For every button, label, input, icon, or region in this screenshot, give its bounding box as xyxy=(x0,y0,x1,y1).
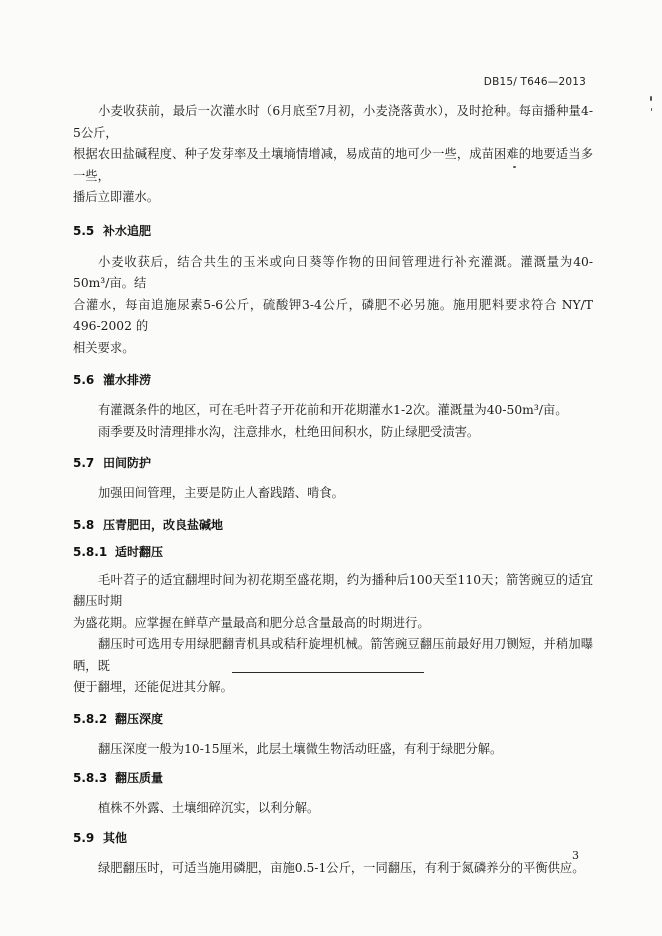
text-line: 有灌溉条件的地区，可在毛叶苕子开花前和开花期灌水1-2次。灌溉量为40-50m³/亩。 xyxy=(98,403,568,417)
text-line: 根据农田盐碱程度、种子发芽率及土壤墒情增减，易成苗的地可少一些，成苗困难的地要适当多一些， xyxy=(73,147,593,183)
paragraph xyxy=(73,858,593,880)
section-number: 5.8.2 xyxy=(73,711,108,726)
paragraph xyxy=(73,634,593,699)
paragraph xyxy=(73,400,593,422)
text-line: 加强田间管理，主要是防止人畜践踏、啃食。 xyxy=(98,486,344,500)
text-line: 播后立即灌水。 xyxy=(73,190,160,204)
text-line: 便于翻埋，还能促进其分解。 xyxy=(73,680,233,694)
section-number: 5.8.1 xyxy=(73,544,108,559)
document-code: DB15/ T646—2013 xyxy=(483,76,586,88)
section-title: 适时翻压 xyxy=(115,544,164,559)
section-number: 5.8 xyxy=(73,517,95,532)
section-title: 压青肥田，改良盐碱地 xyxy=(103,517,224,532)
paragraph xyxy=(73,422,593,444)
subsection-heading xyxy=(73,542,593,562)
text-line: 翻压时可选用专用绿肥翻青机具或秸秆旋埋机械。箭筈豌豆翻压前最好用刀铡短，并稍加曝晒，既 xyxy=(73,637,593,673)
scan-mark xyxy=(651,108,652,111)
section-heading xyxy=(73,515,593,535)
text-line: 绿肥翻压时，可适当施用磷肥，亩施0.5-1公斤，一同翻压，有利于氮磷养分的平衡供应。 xyxy=(98,860,585,875)
section-heading xyxy=(73,221,593,241)
text-line: 小麦收获后，结合共生的玉米或向日葵等作物的田间管理进行补充灌溉。灌溉量为40-50m³/亩。结 xyxy=(73,254,593,290)
text-line: 为盛花期。应掌握在鲜草产量最高和肥分总含量最高的时期进行。 xyxy=(73,615,430,630)
text-line: 相关要求。 xyxy=(73,340,135,355)
scan-mark xyxy=(513,166,516,168)
section-title: 翻压质量 xyxy=(115,771,164,785)
text-line: 翻压深度一般为10-15厘米，此层土壤微生物活动旺盛，有利于绿肥分解。 xyxy=(98,741,503,756)
paragraph xyxy=(73,739,593,761)
section-heading xyxy=(73,370,593,390)
paragraph xyxy=(73,798,593,820)
subsection-heading xyxy=(73,768,593,788)
page-number: 3 xyxy=(572,849,579,862)
section-number: 5.7 xyxy=(73,456,95,470)
text-line: 毛叶苕子的适宜翻埋时间为初花期至盛花期，约为播种后100天至110天；箭筈豌豆的适宜翻压时期 xyxy=(73,572,593,608)
text-line: 雨季要及时清理排水沟，注意排水，杜绝田间积水，防止绿肥受渍害。 xyxy=(98,424,480,439)
section-heading xyxy=(73,453,593,473)
end-rule xyxy=(232,672,424,673)
section-number: 5.5 xyxy=(73,223,95,238)
paragraph xyxy=(73,252,593,360)
paragraph xyxy=(73,101,593,209)
section-heading xyxy=(73,828,593,848)
section-title: 其他 xyxy=(103,830,128,845)
subsection-heading xyxy=(73,709,593,729)
paragraph xyxy=(73,483,593,505)
text-line: 小麦收获前，最后一次灌水时（6月底至7月初，小麦浇落黄水），及时抢种。每亩播种量4-5公斤， xyxy=(73,104,593,140)
scan-mark xyxy=(650,96,652,101)
section-title: 田间防护 xyxy=(103,456,152,470)
section-title: 翻压深度 xyxy=(115,711,164,726)
section-title: 补水追肥 xyxy=(103,223,152,238)
section-number: 5.6 xyxy=(73,373,95,387)
paragraph xyxy=(73,570,593,635)
text-line: 植株不外露、土壤细碎沉实，以利分解。 xyxy=(98,801,320,815)
section-number: 5.9 xyxy=(73,830,95,845)
section-title: 灌水排涝 xyxy=(103,373,152,387)
document-body xyxy=(73,101,593,879)
section-number: 5.8.3 xyxy=(73,771,108,785)
text-line: 合灌水，每亩追施尿素5-6公斤，硫酸钾3-4公斤，磷肥不必另施。施用肥料要求符合 NY/T 496-2002 的 xyxy=(73,297,593,333)
